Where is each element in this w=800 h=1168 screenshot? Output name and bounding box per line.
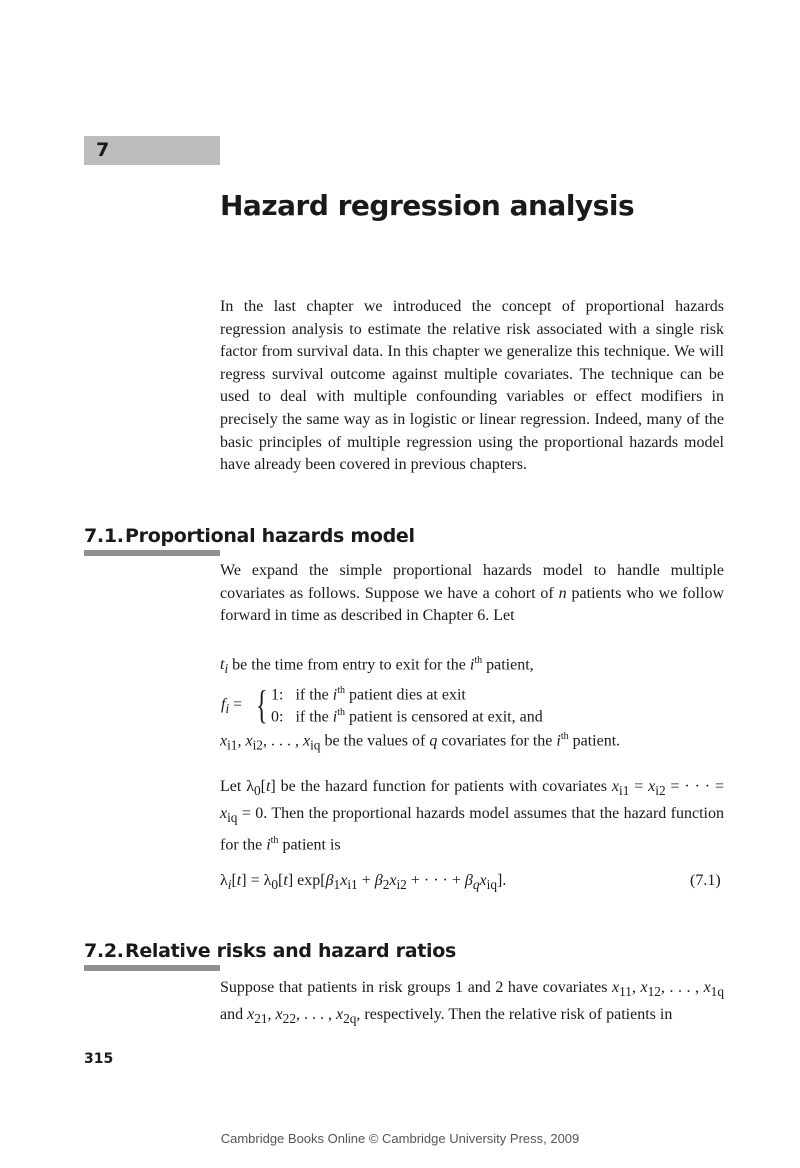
- section-rule: [84, 965, 220, 971]
- equation-7-1: $\lambda_i[t] = \lambda_0[t] \exp[\beta_1x_{i1} + \beta_2x_{i2}$ + · · · + $\beta_qx_{iq}$].: [220, 872, 507, 893]
- section-number: 7.2.: [84, 940, 124, 962]
- section-7-2-paragraph: Suppose that patients in risk groups 1 and 2 have covariates $x_{11}$, $x_{12}$, . . . , $x_{1q}$ and $x_{21}$, $x_{22}$, . . . , $x_{2q}$, respectively. Then the relative risk of patients in: [220, 979, 724, 1026]
- intro-paragraph: In the last chapter we introduced the concept of proportional hazards regression analysis to estimate the relative risk associated with a single risk factor from survival data. In this chapter we generalize this technique. We will regress survival outcome against multiple covariates. The technique can be used to deal with multiple confounding variables or effect modifiers in precisely the same way as in logistic or linear regression. Indeed, many of the basic principles of multiple regression using the proportional hazards model have already been covered in previous chapters.: [220, 298, 724, 474]
- section-number: 7.1.: [84, 525, 124, 547]
- definition-covariates: $x_{i1}$, $x_{i2}$, . . . , $x_{iq}$ be the values of q covariates for the $i^{th}$ patient.: [220, 731, 621, 753]
- page-number: 315: [84, 1051, 114, 1067]
- case-censored: 0: if the $i^{th}$ patient is censored at exit, and: [271, 707, 543, 726]
- equation-number: (7.1): [690, 872, 721, 889]
- definition-fi-lhs: $f_i$ =: [221, 696, 243, 717]
- cases-brace: {: [256, 682, 268, 727]
- section-rule: [84, 550, 220, 556]
- footer-copyright: Cambridge Books Online © Cambridge University Press, 2009: [220, 1131, 580, 1146]
- section-7-1-paragraph: We expand the simple proportional hazards model to handle multiple covariates as follows. Suppose we have a cohort of n patients who we follow forward in time as described in Chapter 6. Let: [220, 562, 724, 625]
- section-title: Proportional hazards model: [125, 525, 415, 547]
- chapter-number: 7: [96, 139, 110, 161]
- hazard-definition-paragraph: Let $\lambda_0[t]$ be the hazard function for patients with covariates $x_{i1} = x_{i2}$ = · · · = $x_{iq} = 0$. Then the proportional hazards model assumes that the hazard function for the $i^{th}$ patient is: [220, 778, 725, 853]
- definition-ti: $t_i$ be the time from entry to exit for the $i^{th}$ patient,: [220, 655, 534, 677]
- chapter-title: Hazard regression analysis: [220, 189, 635, 222]
- section-title: Relative risks and hazard ratios: [125, 940, 457, 962]
- case-dies: 1: if the $i^{th}$ patient dies at exit: [271, 685, 466, 704]
